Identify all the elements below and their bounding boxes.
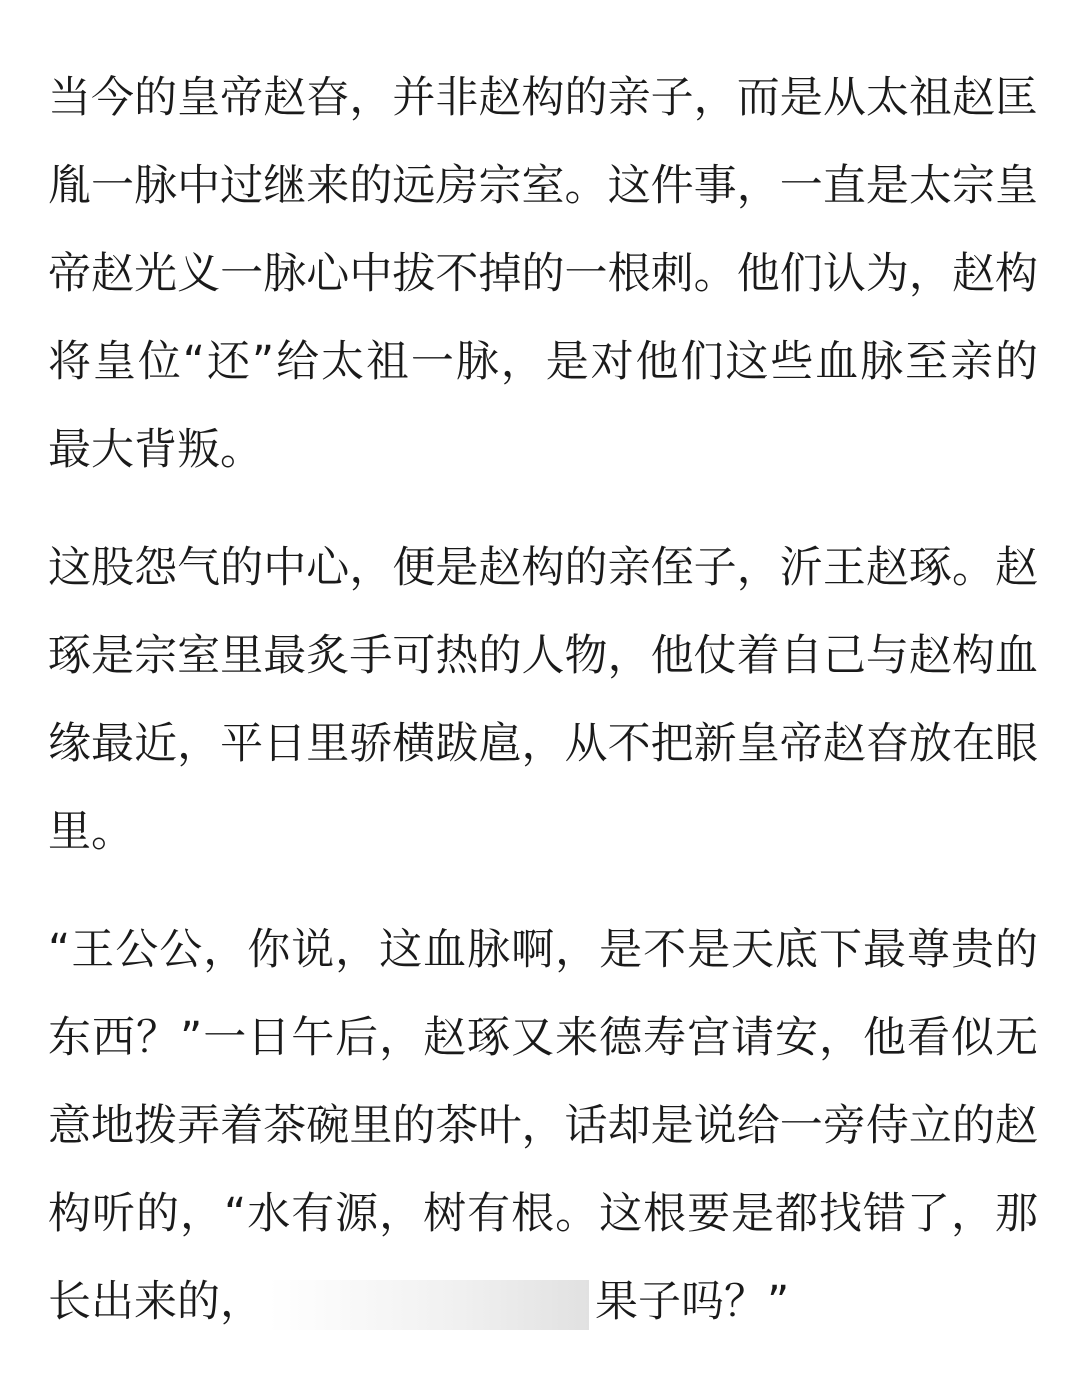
paragraph-3 — [48, 906, 1038, 1346]
text-fade-overlay — [269, 1280, 589, 1330]
article-body — [48, 54, 1038, 1346]
paragraph-3-text-before: “王公公，你说，这血脉啊，是不是天底下最尊贵的东西？”一日午后，赵琢又来德寿宫请安，他看似无意地拨弄着茶碗里的茶叶，话却是说给一旁侍立的赵构听的，“水有源，树有根。这根要是都找错了，那长出来的， — [48, 925, 1038, 1327]
paragraph-1: 当今的皇帝赵昚，并非赵构的亲子，而是从太祖赵匡胤一脉中过继来的远房宗室。这件事，一直是太宗皇帝赵光义一脉心中拔不掉的一根刺。他们认为，赵构将皇位“还”给太祖一脉，是对他们这些血脉至亲的最大背叛。 — [48, 73, 1038, 475]
paragraph-2: 这股怨气的中心，便是赵构的亲侄子，沂王赵琢。赵琢是宗室里最炙手可热的人物，他仗着自己与赵构血缘最近，平日里骄横跋扈，从不把新皇帝赵昚放在眼里。 — [48, 543, 1038, 857]
paragraph-3-text-after: 果子吗？” — [595, 1277, 790, 1327]
